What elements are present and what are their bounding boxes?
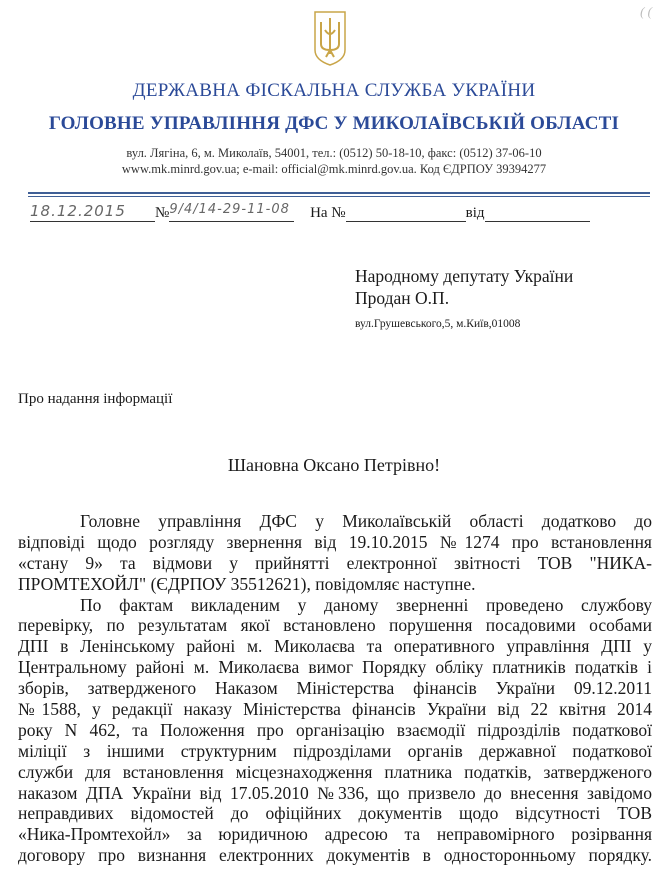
header-divider-thin [28,196,650,197]
text-line: неправдивих відомостей до офіційних документів щодо відсутності ТОВ [18,803,652,824]
text-line: відповіді щодо розгляду звернення від 19.10.2015 №1274 про встановлення [18,531,652,552]
outgoing-date: 18.12.2015 [30,202,155,222]
from-date-field [485,202,590,222]
text-line: ПРОМТЕХОЙЛ" (ЄДРПОУ 35512621), повідомляє наступне. [18,573,476,594]
text-line: №1588, у редакції наказу Міністерства фінансів України від 22 квітня 2014 [18,699,652,720]
address-line: вул. Лягіна, 6, м. Миколаїв, 54001, тел.: (0512) 50-18-10, факс: (0512) 37-06-10 [126,146,542,160]
text-line: ДПІ в Ленінському районі м. Миколаєва та оперативного управління ДПІ у [18,636,652,657]
header-divider [28,192,650,194]
corner-mark: ( ( [640,4,652,19]
text-line: наказом ДПА України від 17.05.2010 №336, що призвело до внесення завідомо [18,782,652,803]
recipient-title: Народному депутату України [355,266,574,286]
dept-title: ГОЛОВНЕ УПРАВЛІННЯ ДФС У МИКОЛАЇВСЬКІЙ ОБЛАСТІ [48,113,620,134]
text-line: року N 462, та Положення про організацію взаємодії підрозділів податкової [18,719,652,740]
text-line: перевірку, по результатам якої встановлено порушення посадовими особами [18,615,652,636]
text-line: По фактам викладеним у даному зверненні проведено службову [80,594,652,615]
recipient-address: вул.Грушевського,5, м.Київ,01008 [355,318,521,330]
text-line: міліції з іншими структурним підрозділами органів державної податкової [18,740,652,761]
reference-line [30,202,590,222]
text-line: договору про визнання електронних документів в односторонньому порядку. [18,845,652,866]
greeting: Шановна Оксано Петрівно! [227,455,441,475]
from-label: від [465,205,485,221]
text-line: «Ника-Промтехойл» за юридичною адресою та неправомірного розірвання [18,824,652,845]
subject: Про надання інформації [18,391,173,407]
text-line: Головне управління ДФС у Миколаївській області додатково до [80,511,652,531]
text-line: зборів, затвердженого Наказом Міністерства фінансів України 09.12.2011 [18,678,652,699]
paragraph [18,511,652,595]
letter-body [18,511,652,866]
text-line: «стану 9» та відмови у прийнятті електронної звітності ТОВ "НИКА- [18,552,652,573]
on-number-field [346,202,466,222]
text-line: служби для встановлення місцезнаходження платника податків, затвердженого [18,761,652,782]
on-number-label: На № [310,205,346,221]
contact-line: www.mk.minrd.gov.ua; e-mail: official@mk.minrd.gov.ua. Код ЄДРПОУ 39394277 [121,162,547,176]
org-title: ДЕРЖАВНА ФІСКАЛЬНА СЛУЖБА УКРАЇНИ [132,80,536,101]
number-label: № [155,205,170,221]
recipient-name: Продан О.П. [355,288,450,308]
trident-emblem-icon [312,10,348,66]
outgoing-number: 9/4/14-29-11-08 [169,202,294,222]
text-line: Центральному районі м. Миколаєва вимог Порядку обліку платників податків і [18,657,652,678]
paragraph [18,595,652,867]
